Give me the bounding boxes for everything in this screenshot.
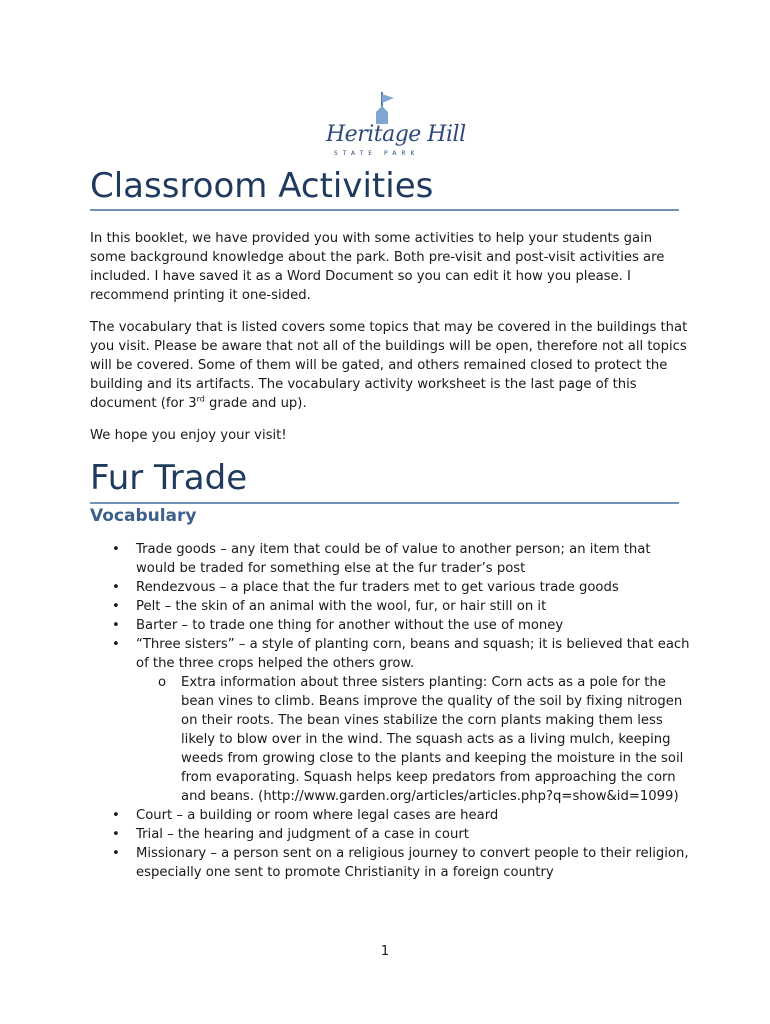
bullet-icon: •	[112, 599, 120, 614]
list-item: • Missionary – a person sent on a religious journey to convert people to their religion, especially one sent to promote Christianity in a foreign country	[112, 846, 689, 880]
list-item: • Trade goods – any item that could be of value to another person; an item that would be traded for something else at the fur trader’s post	[112, 542, 651, 576]
heritage-hill-logo	[320, 90, 466, 162]
list-item: • Court – a building or room where legal cases are heard	[112, 808, 499, 823]
ordinal-suffix: rd	[196, 394, 205, 404]
page-number: 1	[380, 944, 390, 959]
section-title: Fur Trade	[90, 458, 248, 498]
logo-subtitle: STATE PARK	[334, 150, 420, 157]
list-item: • “Three sisters” – a style of planting corn, beans and squash; it is believed that each of the three crops helped the others grow. o Extra information about three sisters planting: Corn acts as a pole for the bean vines to climb. Beans improve the quality of the soil by fixing nitrogen on their roots. The bean vines stabilize the corn plants making them less likely to blow over in the wind. The squash acts as a living mulch, keeping weeds from growing close to the plants and keeping the moisture in the soil from evaporating. Squash helps keep predators from approaching the corn and beans. (http://www.garden.org/articles/articles.php?q=show&id=1099)	[112, 637, 690, 804]
bullet-icon: •	[112, 542, 120, 557]
section-subtitle: Vocabulary	[90, 506, 197, 526]
page-title: Classroom Activities	[90, 166, 434, 206]
bullet-icon: •	[112, 808, 120, 823]
flag-icon	[376, 90, 396, 126]
list-item: • Pelt – the skin of an animal with the wool, fur, or hair still on it	[112, 599, 547, 614]
logo-script-text: Heritage Hill	[326, 122, 466, 147]
bullet-icon: •	[112, 827, 120, 842]
intro-paragraph-1: In this booklet, we have provided you with some activities to help your students gain some background knowledge about the park. Both pre-visit and post-visit activities are included. I have saved it as a Word Document so you can edit it how you please. I recommend printing it one-sided.	[90, 231, 665, 303]
intro-paragraph-2: The vocabulary that is listed covers some topics that may be covered in the buildings that you visit. Please be aware that not all of the buildings will be open, therefore not all topics will be covered. Some of them will be gated, and others remained closed to protect the building and its artifacts. The vocabulary activity worksheet is the last page of this document (for 3rd grade and up).	[90, 320, 688, 411]
bullet-icon: •	[112, 580, 120, 595]
section-divider	[90, 502, 679, 504]
circle-bullet-icon: o	[158, 675, 167, 690]
bullet-icon: •	[112, 637, 120, 652]
bullet-icon: •	[112, 846, 120, 861]
title-divider	[90, 209, 679, 211]
vocabulary-list	[90, 540, 690, 882]
bullet-icon: •	[112, 618, 120, 633]
intro-paragraph-3: We hope you enjoy your visit!	[90, 428, 287, 443]
list-item: • Trial – the hearing and judgment of a case in court	[112, 827, 469, 842]
list-item: • Rendezvous – a place that the fur traders met to get various trade goods	[112, 580, 619, 595]
sub-list-item: o Extra information about three sisters planting: Corn acts as a pole for the bean vines to climb. Beans improve the quality of the soil by fixing nitrogen on their roots. The bean vines stabilize the corn plants making them less likely to blow over in the wind. The squash acts as a living mulch, keeping weeds from growing close to the plants and keeping the moisture in the soil from evaporating. Squash helps keep predators from approaching the corn and beans. (http://www.garden.org/articles/articles.php?q=show&id=1099)	[158, 675, 684, 804]
list-item: • Barter – to trade one thing for another without the use of money	[112, 618, 564, 633]
sub-list	[136, 673, 690, 806]
